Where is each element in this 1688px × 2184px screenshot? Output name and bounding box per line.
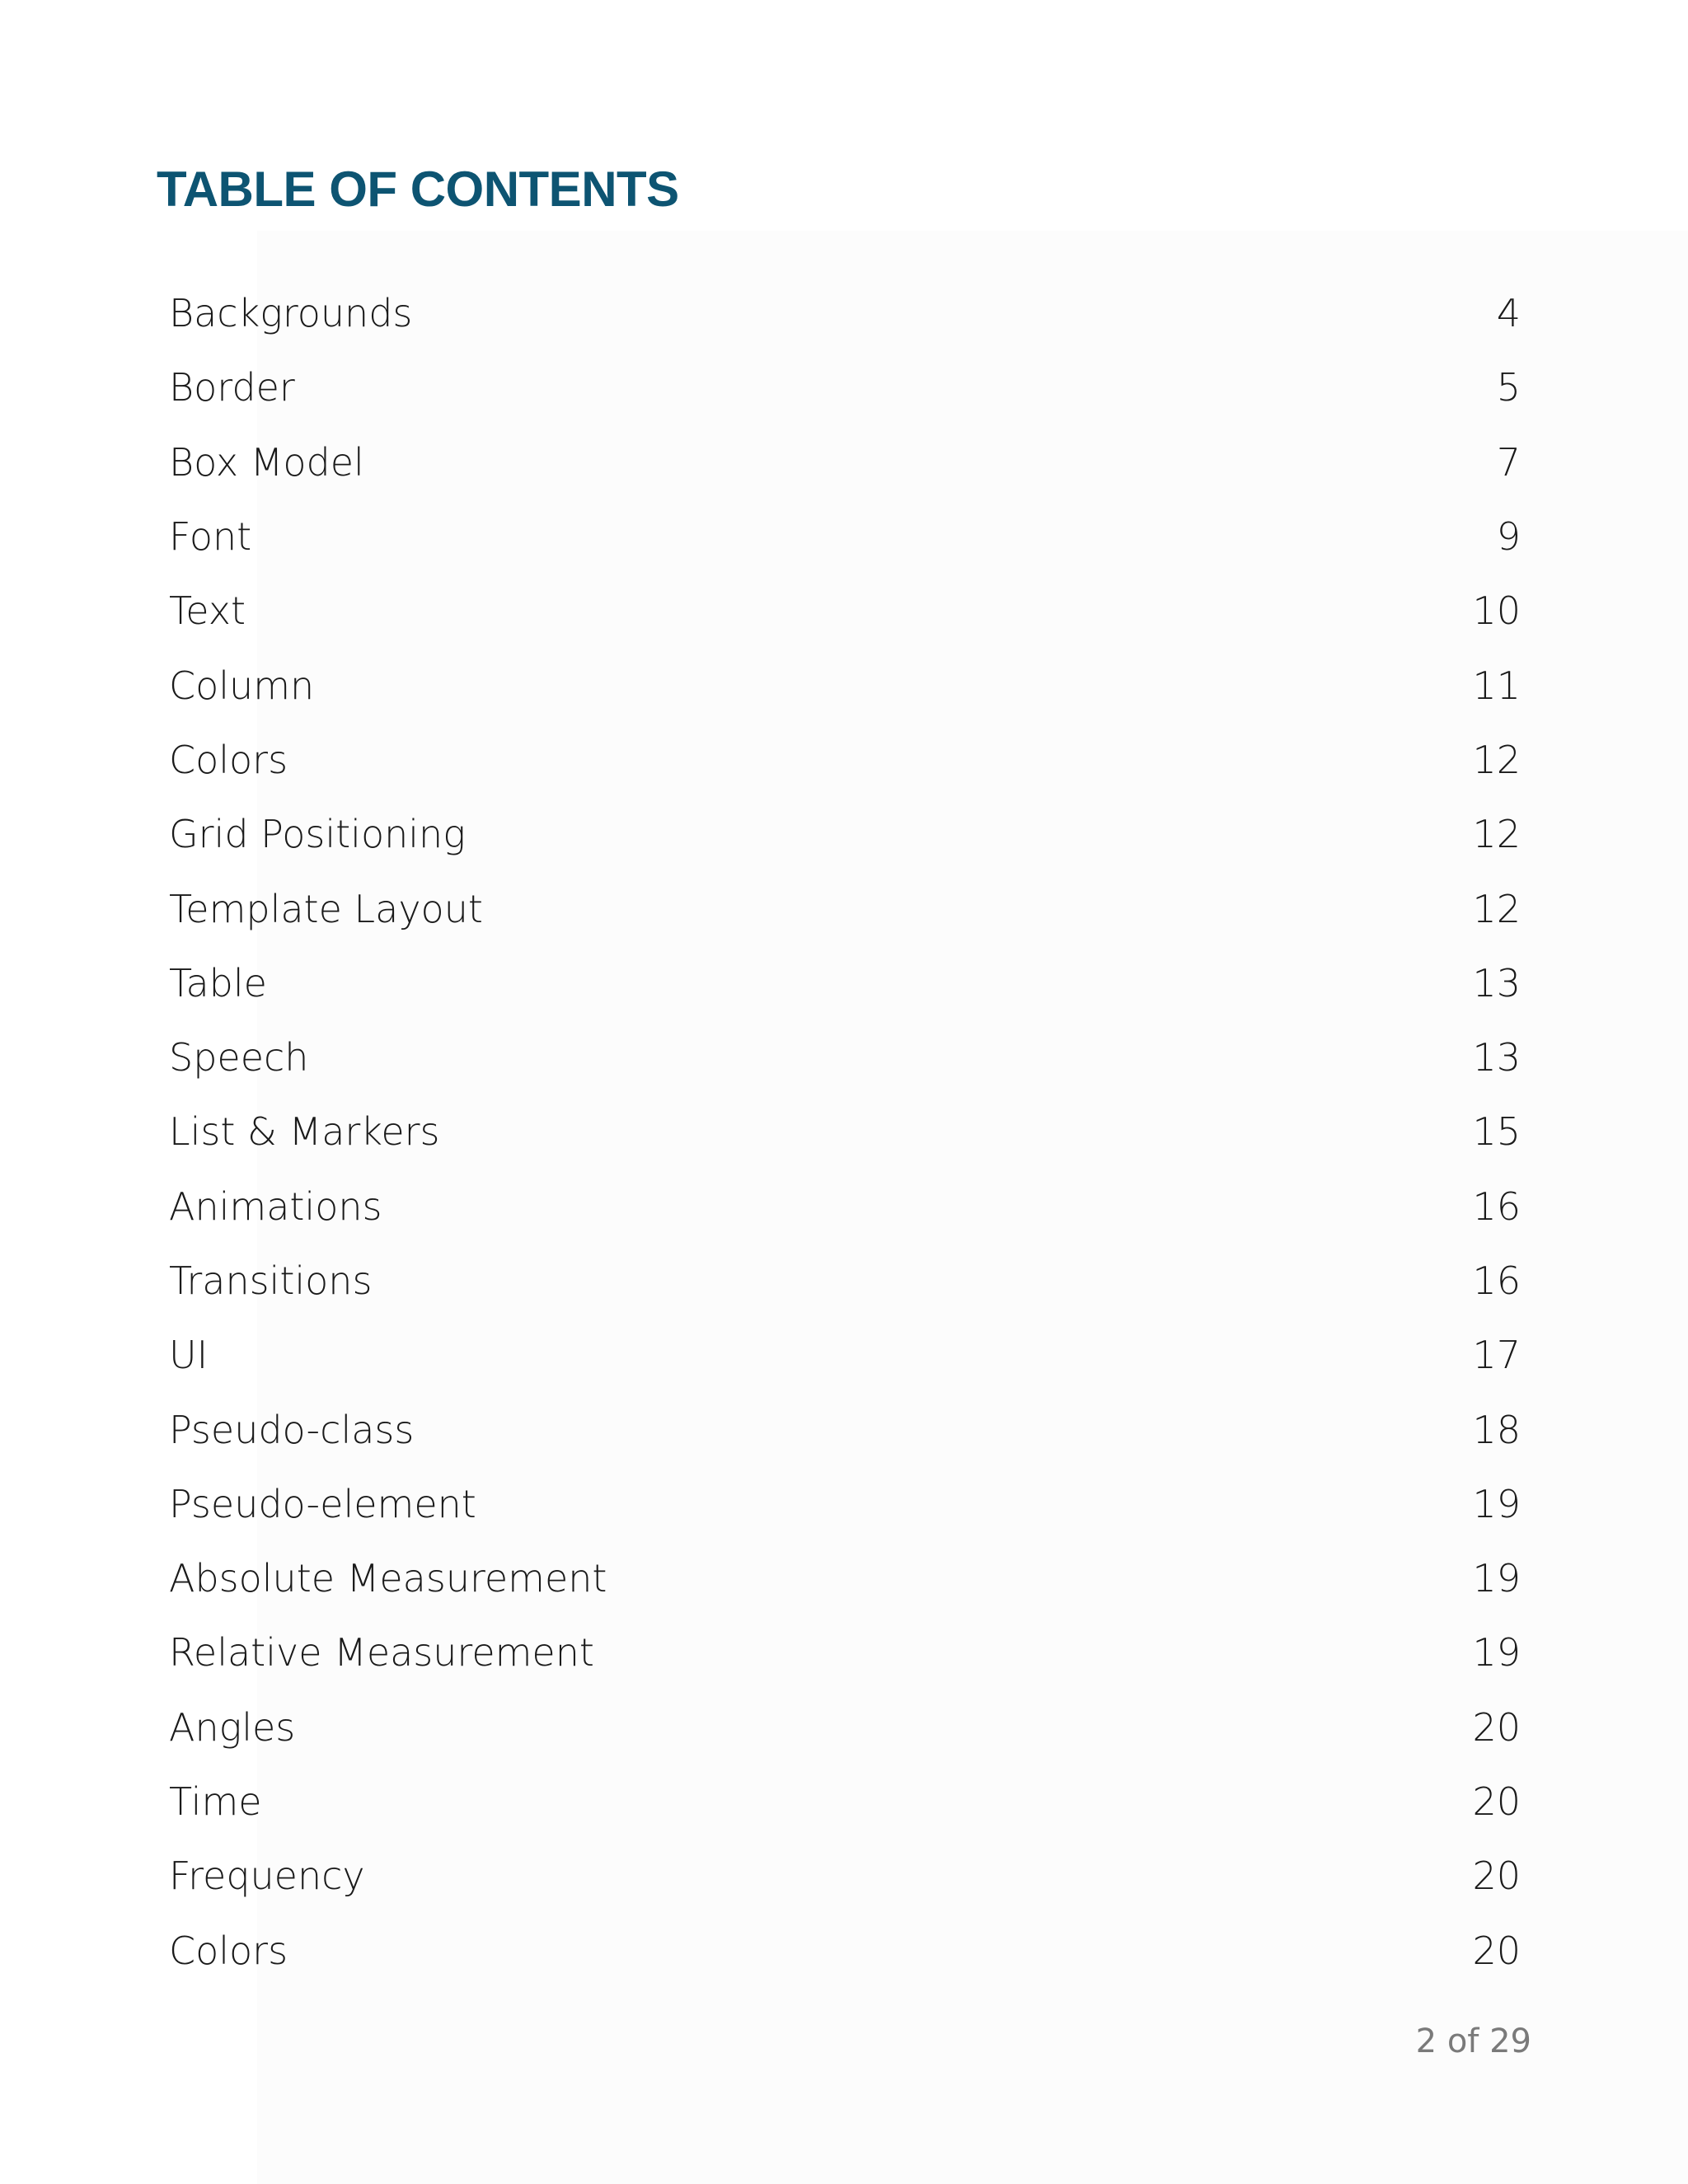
toc-entry-page: 12 [1472, 737, 1521, 782]
toc-entry-animations[interactable] [169, 1169, 1521, 1244]
toc-entry-page: 20 [1472, 1779, 1521, 1825]
toc-entry-page: 5 [1496, 365, 1521, 410]
toc-entry-page: 11 [1472, 663, 1521, 708]
toc-entry-pseudo-class[interactable] [169, 1392, 1521, 1466]
toc-entry-label: Grid Positioning [169, 812, 466, 857]
toc-entry-page: 18 [1472, 1407, 1521, 1452]
toc-entry-label: Time [169, 1779, 262, 1825]
toc-entry-page: 16 [1472, 1258, 1521, 1303]
toc-entry-label: Column [169, 663, 315, 708]
toc-entry-label: Transitions [169, 1258, 373, 1303]
toc-entry-label: Absolute Measurement [169, 1556, 607, 1601]
page-indicator: 2 of 29 [1415, 2022, 1531, 2060]
toc-entry-page: 9 [1496, 514, 1521, 560]
toc-entry-list-markers[interactable] [169, 1094, 1521, 1169]
toc-entry-colors-2[interactable] [169, 1914, 1521, 1988]
toc-entry-page: 12 [1472, 812, 1521, 857]
toc-entry-grid-positioning[interactable] [169, 797, 1521, 871]
toc-entry-label: List & Markers [169, 1109, 440, 1155]
toc-entry-label: Pseudo-element [169, 1481, 476, 1526]
toc-entry-label: UI [169, 1333, 209, 1378]
toc-entry-page: 17 [1472, 1333, 1521, 1378]
toc-entry-speech[interactable] [169, 1020, 1521, 1094]
toc-entry-label: Backgrounds [169, 291, 413, 336]
toc-entry-label: Pseudo-class [169, 1407, 415, 1452]
toc-entry-label: Text [169, 588, 246, 634]
toc-entry-page: 12 [1472, 886, 1521, 931]
toc-entry-transitions[interactable] [169, 1244, 1521, 1318]
toc-entry-frequency[interactable] [169, 1839, 1521, 1913]
toc-entry-backgrounds[interactable] [169, 276, 1521, 350]
toc-entry-page: 7 [1496, 439, 1521, 485]
toc-entry-label: Animations [169, 1183, 382, 1229]
toc-entry-font[interactable] [169, 499, 1521, 574]
toc-entry-pseudo-element[interactable] [169, 1467, 1521, 1541]
toc-entry-page: 10 [1472, 588, 1521, 634]
toc-entry-label: Colors [169, 737, 288, 782]
toc-entry-label: Speech [169, 1035, 309, 1080]
toc-entry-page: 19 [1472, 1481, 1521, 1526]
toc-entry-label: Template Layout [169, 886, 483, 931]
toc-entry-angles[interactable] [169, 1690, 1521, 1765]
toc-entry-column[interactable] [169, 648, 1521, 722]
toc-entry-label: Box Model [169, 439, 364, 485]
toc-entry-page: 13 [1472, 960, 1521, 1005]
toc-entry-label: Angles [169, 1704, 296, 1750]
toc-entry-text[interactable] [169, 574, 1521, 648]
toc-entry-time[interactable] [169, 1765, 1521, 1839]
toc-entry-page: 20 [1472, 1928, 1521, 1973]
toc-entry-label: Table [169, 960, 267, 1005]
toc-entry-table[interactable] [169, 946, 1521, 1020]
toc-entry-label: Colors [169, 1928, 288, 1973]
toc-entry-box-model[interactable] [169, 425, 1521, 499]
toc-entry-colors[interactable] [169, 723, 1521, 797]
toc-entry-template-layout[interactable] [169, 871, 1521, 945]
toc-entry-page: 13 [1472, 1035, 1521, 1080]
toc-entry-label: Relative Measurement [169, 1630, 594, 1675]
toc-entry-label: Border [169, 365, 295, 410]
toc-heading: TABLE OF CONTENTS [157, 162, 679, 217]
toc-list [169, 276, 1521, 1988]
toc-entry-page: 4 [1496, 291, 1521, 336]
toc-entry-label: Frequency [169, 1854, 365, 1899]
toc-entry-page: 19 [1472, 1556, 1521, 1601]
toc-entry-page: 19 [1472, 1630, 1521, 1675]
toc-entry-page: 15 [1472, 1109, 1521, 1155]
toc-entry-page: 20 [1472, 1854, 1521, 1899]
toc-entry-page: 20 [1472, 1704, 1521, 1750]
toc-entry-label: Font [169, 514, 252, 560]
toc-entry-border[interactable] [169, 350, 1521, 424]
toc-entry-absolute-measurement[interactable] [169, 1541, 1521, 1615]
toc-entry-ui[interactable] [169, 1318, 1521, 1392]
toc-entry-relative-measurement[interactable] [169, 1615, 1521, 1690]
toc-entry-page: 16 [1472, 1183, 1521, 1229]
